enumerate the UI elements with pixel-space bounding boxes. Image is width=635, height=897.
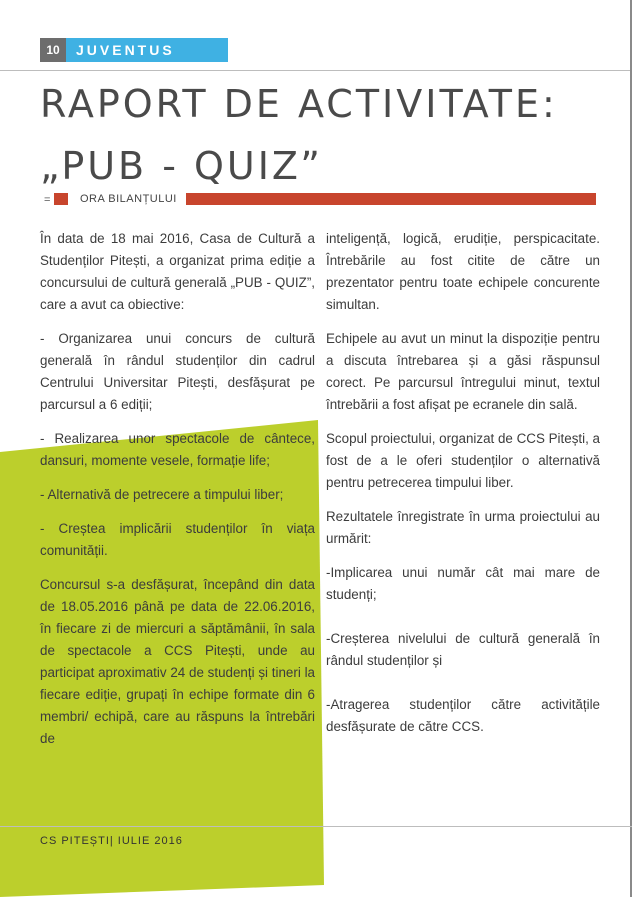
paragraph: -Creșterea nivelului de cultură generală în rândul studenților și [326, 631, 600, 668]
section-tag: JUVENTUS [66, 38, 228, 62]
paragraph: - Creștea implicării studenților în viața comunității. [40, 521, 315, 558]
paragraph: Echipele au avut un minut la dispoziție pentru a discuta întrebarea și a găsi răspunsul corect. Pe parcursul întregului minut, textul întrebării a fost afișat pe ecranele din sală. [326, 331, 600, 412]
paragraph: -Implicarea unui număr cât mai mare de studenți; [326, 565, 600, 602]
left-column [40, 228, 315, 762]
right-column [326, 228, 600, 750]
footer-text: CS PITEȘTI| IULIE 2016 [40, 835, 183, 847]
subheading-red-bar [186, 193, 596, 205]
paragraph: inteligență, logică, erudiție, perspicacitate. Întrebările au fost citite de către un prezentator pentru toate echipele concurente simultan. [326, 231, 600, 312]
paragraph: - Organizarea unui concurs de cultură generală în rândul studenților din cadrul Centrului Universitar Pitești, desfășurat pe parcursul a 6 ediții; [40, 331, 315, 412]
page-title-line-2: „PUB - QUIZ” [40, 144, 323, 188]
footer-divider [0, 826, 632, 827]
page-number: 10 [40, 38, 66, 62]
subheading-marker: = [44, 194, 51, 206]
subheading-red-square [54, 193, 68, 205]
paragraph: În data de 18 mai 2016, Casa de Cultură a Studenților Pitești, a organizat prima ediție a concursului de cultură generală „PUB - QUIZ”, care a avut ca obiective: [40, 231, 315, 312]
paragraph: -Atragerea studenților către activitățile desfășurate de către CCS. [326, 697, 600, 734]
page-title-line-1: RAPORT DE ACTIVITATE: [40, 82, 558, 126]
subheading-label: ORA BILANȚULUI [80, 193, 177, 205]
page-right-border [630, 0, 632, 897]
paragraph: - Realizarea unor spectacole de cântece, dansuri, momente vesele, formație life; [40, 431, 315, 468]
paragraph: - Alternativă de petrecere a timpului liber; [40, 487, 284, 502]
paragraph: Concursul s-a desfășurat, începând din data de 18.05.2016 până pe data de 22.06.2016, în fiecare zi de miercuri a săptămânii, în sala de spectacole a CCS Pitești, unde au participat aproximativ 24 de studenți și tineri la fiecare ediție, grupați în echipe formate din 6 membri/ echipă, care au răspuns la întrebări de [40, 577, 315, 746]
paragraph: Rezultatele înregistrate în urma proiectului au urmărit: [326, 509, 600, 546]
header-divider [0, 70, 632, 71]
paragraph: Scopul proiectului, organizat de CCS Pitești, a fost de a le oferi studenților o alternativă pentru petrecerea timpului liber. [326, 431, 600, 490]
